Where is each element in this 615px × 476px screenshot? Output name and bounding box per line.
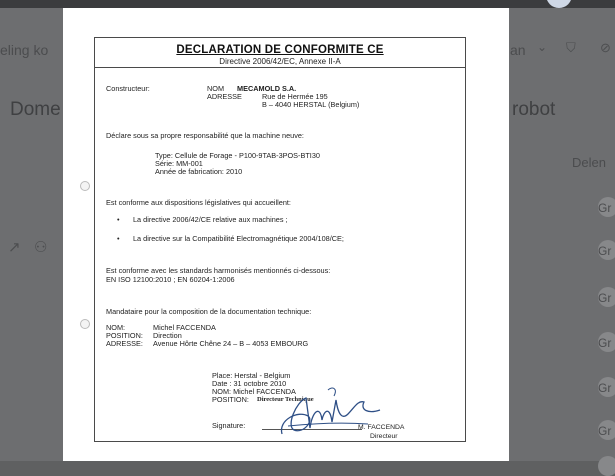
document-title: DECLARATION DE CONFORMITE CE	[176, 44, 384, 56]
standards-list: EN ISO 12100:2010 ; EN 60204-1:2006	[106, 275, 235, 284]
signatory-position-label: POSITION:	[212, 395, 249, 404]
mandataire-text: Mandataire pour la composition de la documentation technique:	[106, 307, 312, 316]
share-icon[interactable]: ↗	[8, 239, 21, 256]
bullet-icon: •	[117, 234, 120, 243]
document-subtitle: Directive 2006/42/EC, Annexe II-A	[219, 57, 341, 66]
sidebar-item[interactable]: Gr	[598, 201, 612, 215]
people-icon[interactable]: ⚇	[34, 239, 48, 256]
signer-name: M. FACCENDA	[358, 424, 405, 431]
machine-type: Type: Cellule de Forage - P100-9TAB-3POS-BTI30	[155, 151, 320, 160]
bg-text-right-3: Delen	[572, 155, 606, 170]
mandataire-nom-value: Michel FACCENDA	[153, 323, 216, 332]
nom-label: NOM	[207, 84, 225, 93]
signer-title: Directeur	[370, 433, 398, 440]
adresse-label: ADRESSE	[207, 92, 242, 101]
bg-text-left-2: Dome	[10, 99, 61, 120]
adresse-line-2: B – 4040 HERSTAL (Belgium)	[262, 100, 360, 109]
chevron-down-icon[interactable]: ⌄	[537, 40, 548, 54]
directive-1: La directive 2006/42/CE relative aux machines ;	[133, 215, 288, 224]
punch-hole	[80, 181, 90, 191]
mandataire-position-label: POSITION:	[106, 331, 143, 340]
standards-text: Est conforme avec les standards harmonisés mentionnés ci-dessous:	[106, 266, 331, 275]
nom-value: MECAMOLD S.A.	[237, 84, 297, 93]
sidebar-item[interactable]: Gr	[598, 381, 612, 395]
place-line: Place: Herstal - Belgium	[212, 371, 291, 380]
mandataire-nom-label: NOM:	[106, 323, 126, 332]
bg-text-right-1: an	[510, 42, 526, 58]
directive-2: La directive sur la Compatibilité Electromagnétique 2004/108/CE;	[133, 234, 344, 243]
top-bar	[0, 0, 615, 8]
machine-annee: Année de fabrication: 2010	[155, 167, 243, 176]
mandataire-adresse-value: Avenue Hôrte Chêne 24 – B – 4053 EMBOURG	[153, 339, 309, 348]
conforme-dispositions: Est conforme aux dispositions législatives qui accueillent:	[106, 198, 291, 207]
punch-hole	[80, 319, 90, 329]
signature-label: Signature:	[212, 421, 246, 430]
mandataire-adresse-label: ADRESSE:	[106, 339, 143, 348]
declare-text: Déclare sous sa propre responsabilité que la machine neuve:	[106, 131, 304, 140]
signatory-position-value: Directeur Technique	[257, 396, 314, 403]
sidebar-item[interactable]: Gr	[598, 336, 612, 350]
document-header	[94, 37, 466, 68]
sidebar-item[interactable]: Gr	[598, 424, 612, 438]
row-badge-icon	[598, 456, 615, 476]
adresse-line-1: Rue de Hermée 195	[262, 92, 328, 101]
gear-icon[interactable]: ⊘	[600, 40, 611, 55]
lock-icon[interactable]: ⛉	[566, 40, 576, 55]
bg-text-left-1: eling ko	[0, 42, 49, 58]
date-line: Date : 31 octobre 2010	[212, 379, 287, 388]
bullet-icon: •	[117, 215, 120, 224]
constructor-label: Constructeur:	[106, 84, 150, 93]
mandataire-position-value: Direction	[153, 331, 182, 340]
machine-serie: Série: MM-001	[155, 159, 203, 168]
signatory-nom: NOM: Michel FACCENDA	[212, 387, 296, 396]
sidebar-item[interactable]: Gr	[598, 291, 612, 305]
bg-text-right-2: robot	[512, 99, 556, 120]
sidebar-item[interactable]: Gr	[598, 244, 612, 258]
